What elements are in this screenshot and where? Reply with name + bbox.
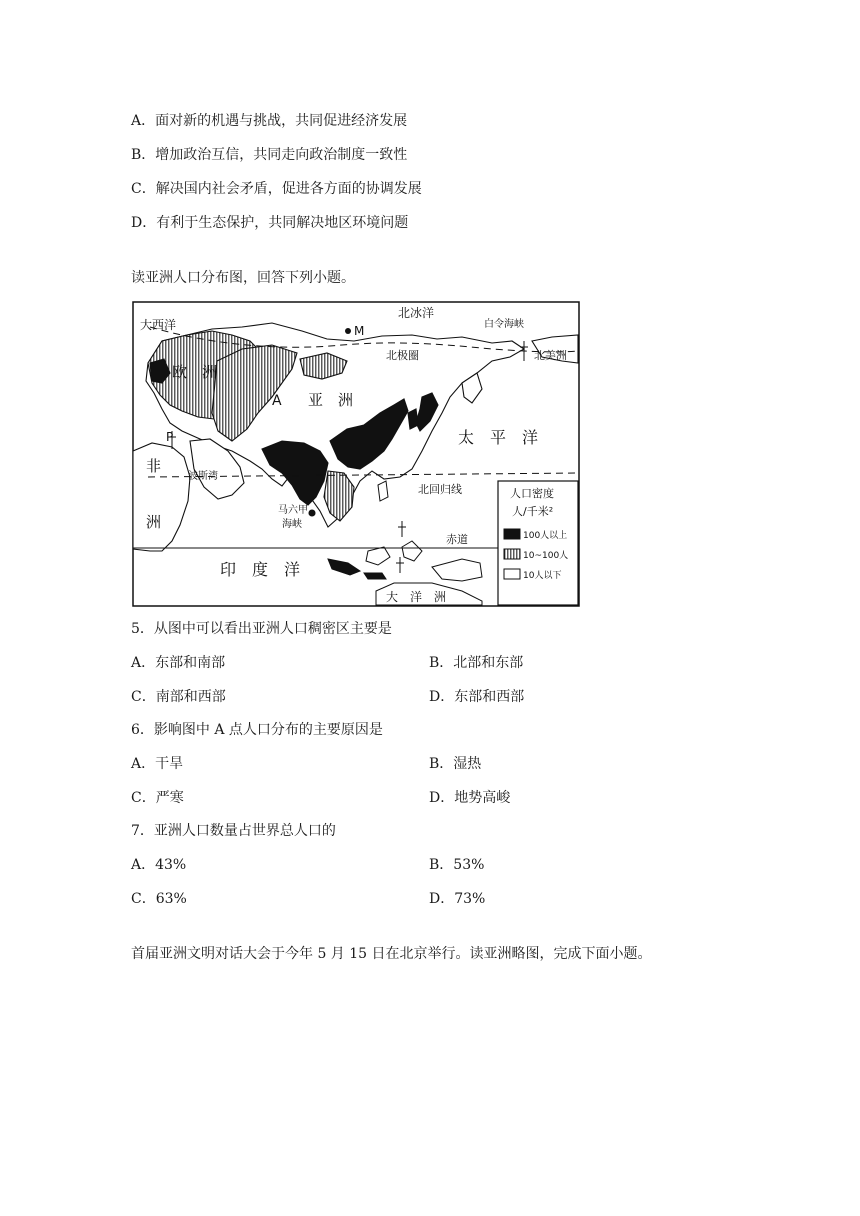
- prev-option-a: A．面对新的机遇与挑战，共同促进经济发展: [131, 113, 408, 129]
- question-7-stem: 7．亚洲人口数量占世界总人口的: [131, 823, 336, 839]
- map-label-point-a: A: [272, 393, 282, 409]
- map-label-tropic: 北回归线: [418, 483, 462, 496]
- map-label-2: 10人以下: [523, 571, 562, 581]
- map-label-persian-gulf: 波斯湾: [188, 471, 218, 482]
- question-5-stem: 5．从图中可以看出亚洲人口稠密区主要是: [131, 621, 392, 637]
- prev-option-c: C．解决国内社会矛盾，促进各方面的协调发展: [131, 181, 422, 197]
- map-label-pacific: 太 平 洋: [458, 428, 539, 447]
- map-legend: [498, 481, 578, 605]
- map-label-asia: 亚 洲: [308, 391, 354, 409]
- map-label-point-p: P: [166, 430, 174, 444]
- map-label-europe: 欧 洲: [172, 363, 218, 381]
- map-label-africa-2: 洲: [146, 513, 162, 531]
- map-label-north-america: 北美洲: [534, 349, 567, 362]
- map-label-atlantic: 大西洋: [140, 318, 177, 332]
- map-label-arctic-circle: 北极圈: [386, 349, 419, 362]
- q7-option-a: A．43%: [131, 857, 187, 873]
- map-label-malacca-1: 马六甲: [278, 505, 308, 516]
- map-label-point-m: M: [354, 324, 365, 338]
- q5-option-b: B．北部和东部: [429, 655, 524, 671]
- q7-option-c: C．63%: [131, 891, 187, 907]
- map-intro: 读亚洲人口分布图，回答下列小题。: [131, 270, 355, 286]
- map-label-unit: 人/千米²: [512, 505, 554, 518]
- question-6-stem: 6．影响图中 A 点人口分布的主要原因是: [131, 722, 383, 738]
- map-label-title: 人口密度: [510, 487, 554, 500]
- q6-option-b: B．湿热: [429, 756, 482, 772]
- next-section-intro: 首届亚洲文明对话大会于今年 5 月 15 日在北京举行。读亚洲略图，完成下面小题。: [131, 946, 652, 962]
- q6-option-a: A．干旱: [131, 756, 184, 772]
- map-label-1: 10~100人: [523, 551, 569, 561]
- prev-option-b: B．增加政治互信，共同走向政治制度一致性: [131, 147, 408, 163]
- q5-option-a: A．东部和南部: [131, 655, 226, 671]
- map-label-africa-1: 非: [146, 457, 162, 475]
- prev-option-d: D．有利于生态保护，共同解决地区环境问题: [131, 215, 409, 231]
- map-label-arctic-ocean: 北冰洋: [398, 306, 435, 320]
- q5-option-c: C．南部和西部: [131, 689, 226, 705]
- map-label-0: 100人以上: [523, 531, 568, 541]
- q6-option-c: C．严寒: [131, 790, 184, 806]
- q6-option-d: D．地势高峻: [429, 790, 511, 806]
- q7-option-b: B．53%: [429, 857, 485, 873]
- q7-option-d: D．73%: [429, 891, 486, 907]
- map-label-indian-ocean: 印 度 洋: [220, 560, 301, 579]
- map-label-equator: 赤道: [446, 533, 468, 546]
- point-m-marker: [345, 328, 351, 334]
- map-label-bering: 白令海峡: [484, 319, 524, 330]
- map-label-malacca-2: 海峡: [282, 519, 302, 530]
- asia-population-map: [132, 301, 580, 607]
- map-label-oceania: 大 洋 洲: [386, 590, 447, 604]
- q5-option-d: D．东部和西部: [429, 689, 525, 705]
